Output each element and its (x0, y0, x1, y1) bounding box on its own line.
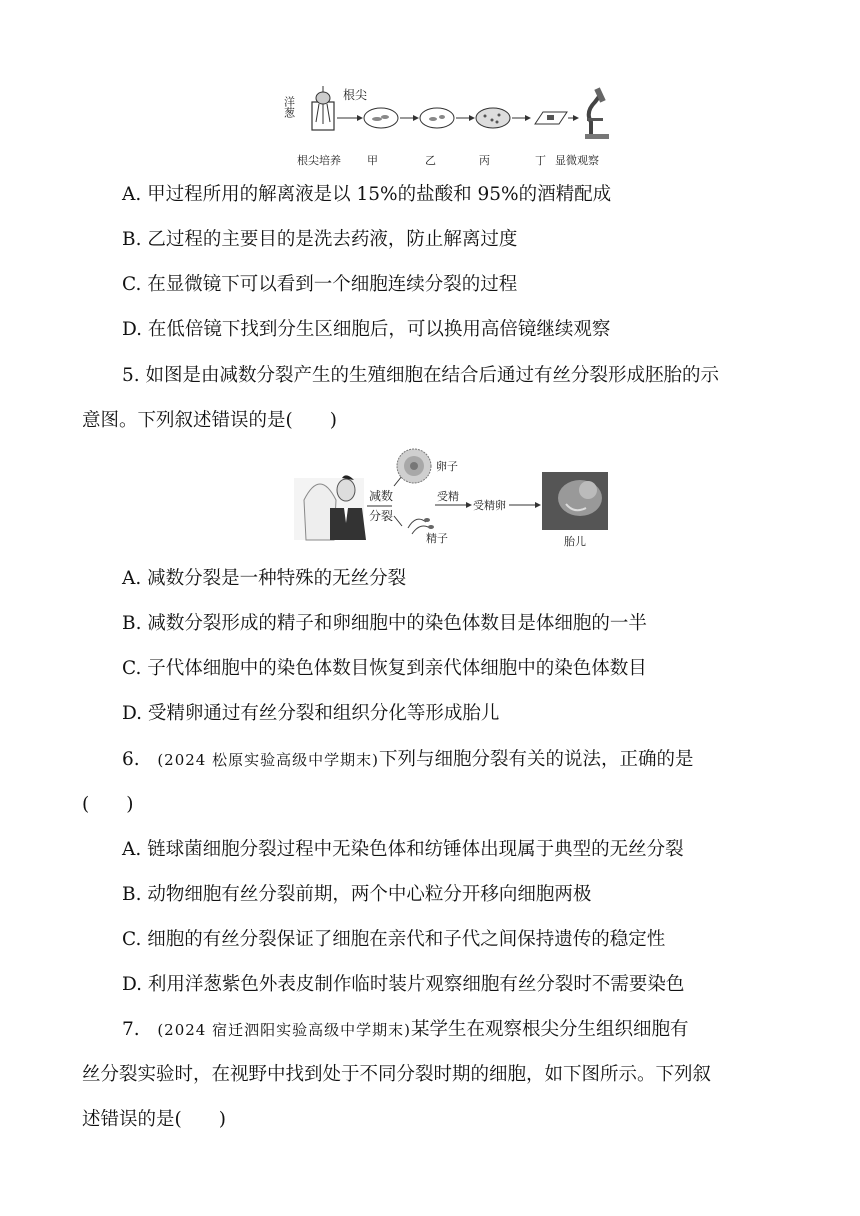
q7-stem (122, 1017, 688, 1043)
dish-bing (476, 108, 510, 128)
experiment-flow-figure (282, 82, 625, 172)
q5-option-d: D. 受精卵通过有丝分裂和组织分化等形成胎儿 (122, 703, 500, 724)
q6-option-c: C. 细胞的有丝分裂保证了细胞在亲代和子代之间保持遗传的稳定性 (122, 929, 666, 950)
q6-stem (122, 747, 693, 773)
meiosis-label2: 分裂 (369, 509, 394, 523)
fetus-image (542, 472, 608, 530)
dish-yi (420, 108, 454, 128)
q6-source: (2024 松原实验高级中学期末) (157, 751, 379, 769)
q5-option-c: C. 子代体细胞中的染色体数目恢复到亲代体细胞中的染色体数目 (122, 658, 647, 679)
meiosis-label: 减数 (369, 489, 394, 503)
microscope-icon (585, 87, 609, 139)
culture-label: 根尖培养 (297, 154, 341, 167)
q6-option-a: A. 链球菌细胞分裂过程中无染色体和纺锤体出现属于典型的无丝分裂 (122, 839, 684, 860)
fetus-label: 胎儿 (564, 535, 586, 548)
ding-label: 丁 (535, 154, 546, 167)
sperm-label: 精子 (426, 532, 448, 545)
couple-photo (294, 475, 366, 540)
q7-stem-line2: 丝分裂实验时，在视野中找到处于不同分裂时期的细胞，如下图所示。下列叙 (82, 1064, 712, 1085)
q7-stem-line3: 述错误的是( ) (82, 1109, 226, 1130)
egg-label: 卵子 (436, 460, 458, 473)
q7-stem-text: 某学生在观察根尖分生组织细胞有 (410, 1019, 689, 1040)
fertilization-figure (290, 448, 620, 548)
q6-option-b: B. 动物细胞有丝分裂前期，两个中心粒分开移向细胞两极 (122, 884, 592, 905)
fertilize-label: 受精 (437, 490, 459, 503)
bing-label: 丙 (479, 154, 490, 167)
q6-bracket: ( ) (82, 794, 134, 815)
q5-option-a: A. 减数分裂是一种特殊的无丝分裂 (122, 568, 407, 589)
q7-number: 7. (122, 1019, 140, 1040)
micro-label: 显微观察 (555, 154, 599, 167)
onion-label: 洋葱 (282, 96, 296, 118)
q5-option-b: B. 减数分裂形成的精子和卵细胞中的染色体数目是体细胞的一半 (122, 613, 647, 634)
root-tip-label: 根尖 (343, 88, 368, 102)
q4-option-a: A. 甲过程所用的解离液是以 15%的盐酸和 95%的酒精配成 (122, 184, 612, 205)
onion-jar-icon (312, 86, 334, 130)
q6-stem-text: 下列与细胞分裂有关的说法，正确的是 (378, 749, 694, 770)
q4-option-d: D. 在低倍镜下找到分生区细胞后，可以换用高倍镜继续观察 (122, 319, 611, 340)
egg-cell-icon (397, 449, 431, 483)
q7-source: (2024 宿迁泗阳实验高级中学期末) (157, 1021, 411, 1039)
jia-label: 甲 (367, 154, 378, 167)
q5-stem-line2: 意图。下列叙述错误的是( ) (82, 410, 337, 431)
q4-option-c: C. 在显微镜下可以看到一个细胞连续分裂的过程 (122, 274, 518, 295)
zygote-label: 受精卵 (473, 499, 506, 512)
yi-label: 乙 (425, 154, 436, 167)
q5-stem-line1: 5. 如图是由减数分裂产生的生殖细胞在结合后通过有丝分裂形成胚胎的示 (122, 365, 720, 386)
q4-option-b: B. 乙过程的主要目的是洗去药液，防止解离过度 (122, 229, 518, 250)
q6-number: 6. (122, 749, 140, 770)
q6-option-d: D. 利用洋葱紫色外表皮制作临时装片观察细胞有丝分裂时不需要染色 (122, 974, 685, 995)
